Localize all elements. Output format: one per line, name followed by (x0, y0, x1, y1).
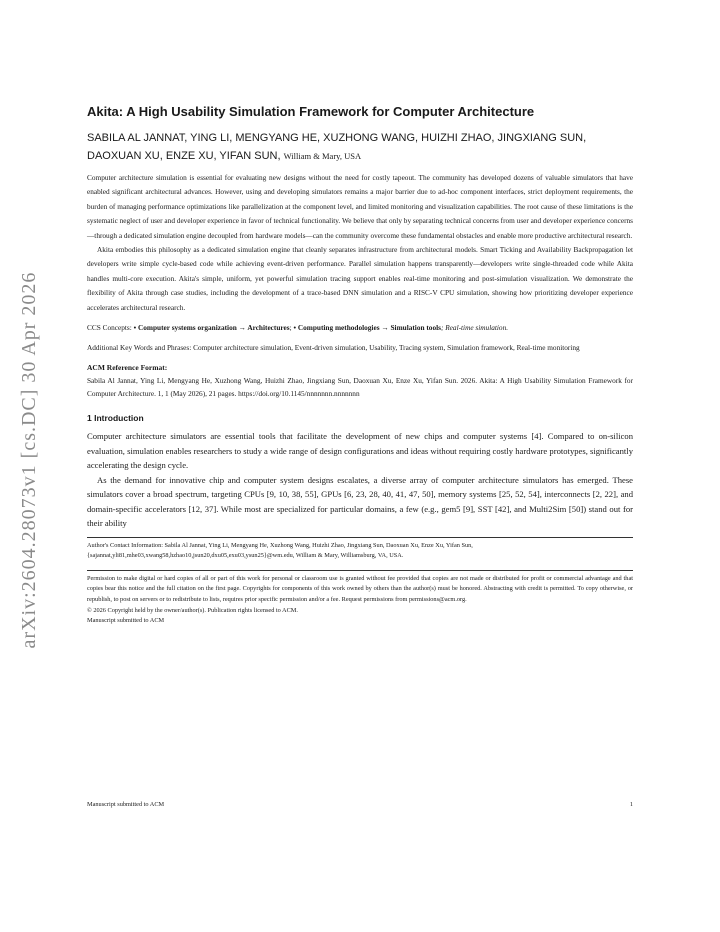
ccs-concept-2: • Computing methodologies → Simulation tools (293, 323, 441, 333)
author-contact-footnote: Author's Contact Information: Sabila Al Jannat, Ying Li, Mengyang He, Xuzhong Wang, Huizhi Zhao, Jingxiang Sun, Daoxuan Xu, Enze Xu, Yifan Sun, {sajannat,yli81,mhe03,xwang58,hzhao10,jsun20,dxu05,exu03,ysun25}@wm.edu, William & Mary, Williamsburg, VA, USA. (87, 537, 633, 562)
ccs-concept-3: ; Real-time simulation. (440, 323, 509, 333)
keywords: Additional Key Words and Phrases: Computer architecture simulation, Event-driven simulation, Usability, Tracing system, Simulation framework, Real-time monitoring (87, 342, 580, 352)
reference-format-heading: ACM Reference Format: (87, 362, 168, 372)
abstract (87, 171, 633, 315)
paper-title: Akita: A High Usability Simulation Framework for Computer Architecture (87, 104, 535, 119)
page-footer (87, 801, 633, 808)
author-names: SABILA AL JANNAT, YING LI, MENGYANG HE, XUZHONG WANG, HUIZHI ZHAO, JINGXIANG SUN, DAOXUAN XU, ENZE XU, YIFAN SUN, (87, 132, 587, 162)
abstract-paragraph: Akita embodies this philosophy as a dedicated simulation engine that cleanly separates infrastructure from architectural models. Smart Ticking and Availability Backpropagation let developers write simple cycle-based code while achieving event-driven performance. Parallel simulation happens transparently—developers write single-threaded code while Akita handles multi-core execution. Akita's simple, uniform, yet powerful simulation tracing support enables real-time monitoring and post-simulation visualization. We demonstrate the flexibility of Akita through case studies, including the development of a trace-based DNN simulation and a RISC-V CPU simulation, showing how prioritizing developer experience accelerates architectural research. (87, 245, 633, 312)
introduction-body (87, 429, 633, 531)
paper-page (87, 104, 633, 627)
arxiv-watermark: arXiv:2604.28073v1 [cs.DC] 30 Apr 2026 (18, 271, 40, 649)
copyright-line: © 2026 Copyright held by the owner/author(s). Publication rights licensed to ACM. (87, 606, 298, 614)
permission-notice (87, 570, 633, 627)
intro-paragraph: As the demand for innovative chip and computer system designs escalates, a diverse array of computer architecture simulators has emerged. These simulators cover a broad spectrum, targeting CPUs [9, 10, 38, 55], GPUs [6, 23, 28, 40, 41, 47, 50], memory systems [25, 52, 54], interconnects [2, 22], and domain-specific accelerators [12, 37]. While most are specialized for particular domains, a few (e.g., gem5 [9], SST [42], and Multi2Sim [50]) stand out for their ability (87, 474, 633, 529)
ccs-separator: ; (289, 323, 294, 333)
submission-note: Manuscript submitted to ACM (87, 617, 165, 625)
reference-format-text: Sabila Al Jannat, Ying Li, Mengyang He, Xuzhong Wang, Huizhi Zhao, Jingxiang Sun, Daoxuan Xu, Enze Xu, Yifan Sun. 2026. Akita: A High Usability Simulation Framework for Computer Architecture. 1, 1 (May 2026), 21 pages. https://doi.org/10.1145/nnnnnnn.nnnnnnn (87, 375, 633, 399)
section-heading: 1 Introduction (87, 413, 144, 424)
author-affiliation: William & Mary, USA (283, 151, 362, 161)
author-list (87, 129, 633, 165)
abstract-paragraph: Computer architecture simulation is essential for evaluating new designs without the need for costly tapeout. The community has developed dozens of valuable simulators that have enabled significant architectural advances. However, using and developing simulators remains a major barrier due to ad-hoc component interfaces, strict deployment requirements, the burden of managing performance optimizations like parallelization at the component level, and limited monitoring and visualization capabilities. The root cause of these limitations is the systematic neglect of user and developer experience in favor of technical functionality. We believe that only by separating technical concerns from user and developer experience concerns—through a dedicated simulation engine decoupled from hardware models—can the community overcome these fundamental obstacles and enable more productive architectural research. (87, 173, 633, 240)
ccs-label: CCS Concepts: (87, 323, 134, 333)
footer-left: Manuscript submitted to ACM (87, 801, 165, 808)
intro-paragraph: Computer architecture simulators are essential tools that facilitate the development of new chips and computer systems [4]. Compared to on-silicon evaluation, simulation enables researchers to study a wide range of design configurations and ideas without requiring costly hardware prototypes, significantly accelerating the design cycle. (87, 431, 633, 471)
permission-text: Permission to make digital or hard copies of all or part of this work for personal or classroom use is granted without fee provided that copies are not made or distributed for profit or commercial advantage and that copies bear this notice and the full citation on the first page. Copyrights for components of this work owned by others than the author(s) must be honored. Abstracting with credit is permitted. To copy otherwise, or republish, to post on servers or to redistribute to lists, requires prior specific permission and/or a fee. Request permissions from permissions@acm.org. (87, 574, 633, 603)
ccs-concepts (87, 321, 633, 335)
page-number: 1 (629, 801, 633, 808)
ccs-concept-1: • Computer systems organization → Architectures (133, 323, 290, 333)
